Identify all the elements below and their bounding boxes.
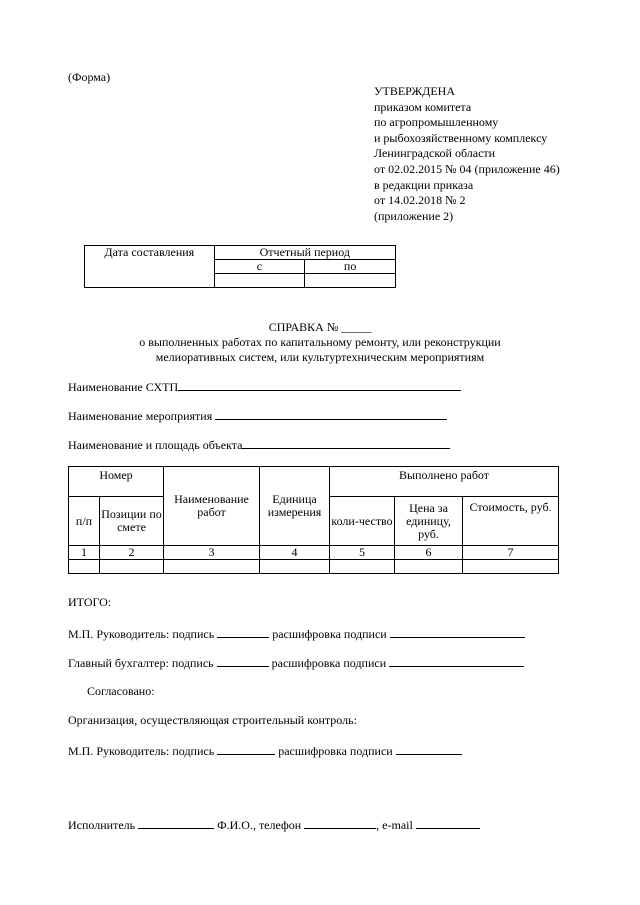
approval-heading: УТВЕРЖДЕНА xyxy=(374,84,456,98)
executor-blank[interactable] xyxy=(138,816,214,829)
object-name-line[interactable] xyxy=(242,436,450,449)
control-head-signature-blank[interactable] xyxy=(217,742,275,755)
accountant-decoding-label: расшифровка подписи xyxy=(271,656,387,670)
approval-line: (приложение 2) xyxy=(374,208,454,223)
accountant-signature-line xyxy=(68,654,524,670)
date-header: Дата составления xyxy=(85,246,215,288)
accountant-signature-label: Главный бухгалтер: подпись xyxy=(68,656,214,670)
pp-header: п/п xyxy=(69,497,100,546)
approval-line: Ленинградской области xyxy=(374,146,496,161)
done-header: Выполнено работ xyxy=(330,467,559,497)
empty-cell[interactable] xyxy=(395,560,463,574)
period-header: Отчетный период xyxy=(214,246,395,260)
period-from: с xyxy=(214,260,305,274)
event-name-line[interactable] xyxy=(215,407,447,420)
approval-line: приказом комитета xyxy=(374,99,472,114)
control-org-label: Организация, осуществляющая строительный контроль: xyxy=(68,713,357,727)
org-name-line[interactable] xyxy=(178,378,461,391)
accountant-signature-blank[interactable] xyxy=(217,654,269,667)
name-header: Наименование работ xyxy=(164,467,260,546)
approval-line: от 02.02.2015 № 04 (приложение 46) xyxy=(374,161,560,176)
col-number: 4 xyxy=(260,546,330,560)
number-header: Номер xyxy=(69,467,164,497)
unit-header: Единица измерения xyxy=(260,467,330,546)
head-signature-blank[interactable] xyxy=(217,625,269,638)
empty-cell[interactable] xyxy=(260,560,330,574)
col-number: 3 xyxy=(164,546,260,560)
approval-line: и рыбохозяйственному комплексу xyxy=(374,130,548,145)
works-table xyxy=(68,466,559,574)
agreed-label: Согласовано: xyxy=(87,684,155,698)
head-decoding-label: расшифровка подписи xyxy=(272,627,387,641)
price-header: Цена за единицу, руб. xyxy=(395,497,463,546)
col-number: 6 xyxy=(395,546,463,560)
empty-cell[interactable] xyxy=(69,560,100,574)
org-name-field xyxy=(68,378,461,394)
position-header: Позиции по смете xyxy=(100,497,164,546)
head-decoding-blank[interactable] xyxy=(390,625,525,638)
fio-phone-blank[interactable] xyxy=(304,816,376,829)
fio-phone-label: Ф.И.О., телефон xyxy=(217,818,302,832)
approval-line: от 14.02.2018 № 2 xyxy=(374,193,466,208)
executor-line xyxy=(68,816,480,832)
period-to: по xyxy=(305,260,396,274)
doc-subtitle: мелиоративных систем, или культуртехническим мероприятиям xyxy=(155,350,485,364)
approval-block xyxy=(374,84,560,224)
email-label: , e-mail xyxy=(376,818,413,832)
head-signature-label: М.П. Руководитель: подпись xyxy=(68,627,215,641)
form-label: (Форма) xyxy=(68,70,111,84)
cost-header: Стоимость, руб. xyxy=(463,497,559,546)
event-name-field xyxy=(68,407,447,423)
doc-subtitle: о выполненных работах по капитальному ремонту, или реконструкции xyxy=(139,335,501,349)
empty-cell[interactable] xyxy=(330,560,395,574)
email-blank[interactable] xyxy=(416,816,480,829)
head-signature-line xyxy=(68,625,525,641)
empty-cell[interactable] xyxy=(100,560,164,574)
period-to-value[interactable] xyxy=(305,274,396,288)
col-number: 7 xyxy=(463,546,559,560)
control-head-decoding-label: расшифровка подписи xyxy=(278,744,393,758)
period-from-value[interactable] xyxy=(214,274,305,288)
col-number: 1 xyxy=(69,546,100,560)
col-number: 2 xyxy=(100,546,164,560)
approval-line: по агропромышленному xyxy=(374,115,499,130)
approval-line: в редакции приказа xyxy=(374,177,474,192)
executor-label: Исполнитель xyxy=(68,818,136,832)
qty-header: коли-чество xyxy=(330,497,395,546)
org-name-label: Наименование СХТП xyxy=(68,380,179,394)
col-number: 5 xyxy=(330,546,395,560)
doc-title: СПРАВКА № _____ xyxy=(268,320,372,334)
accountant-decoding-blank[interactable] xyxy=(389,654,524,667)
empty-cell[interactable] xyxy=(164,560,260,574)
period-table xyxy=(84,245,396,288)
control-head-signature-line xyxy=(68,742,462,758)
control-head-signature-label: М.П. Руководитель: подпись xyxy=(68,744,215,758)
control-head-decoding-blank[interactable] xyxy=(396,742,462,755)
object-name-field xyxy=(68,436,450,452)
empty-cell[interactable] xyxy=(463,560,559,574)
event-name-label: Наименование мероприятия xyxy=(68,409,213,423)
object-name-label: Наименование и площадь объекта xyxy=(68,438,243,452)
total-label: ИТОГО: xyxy=(68,595,112,609)
